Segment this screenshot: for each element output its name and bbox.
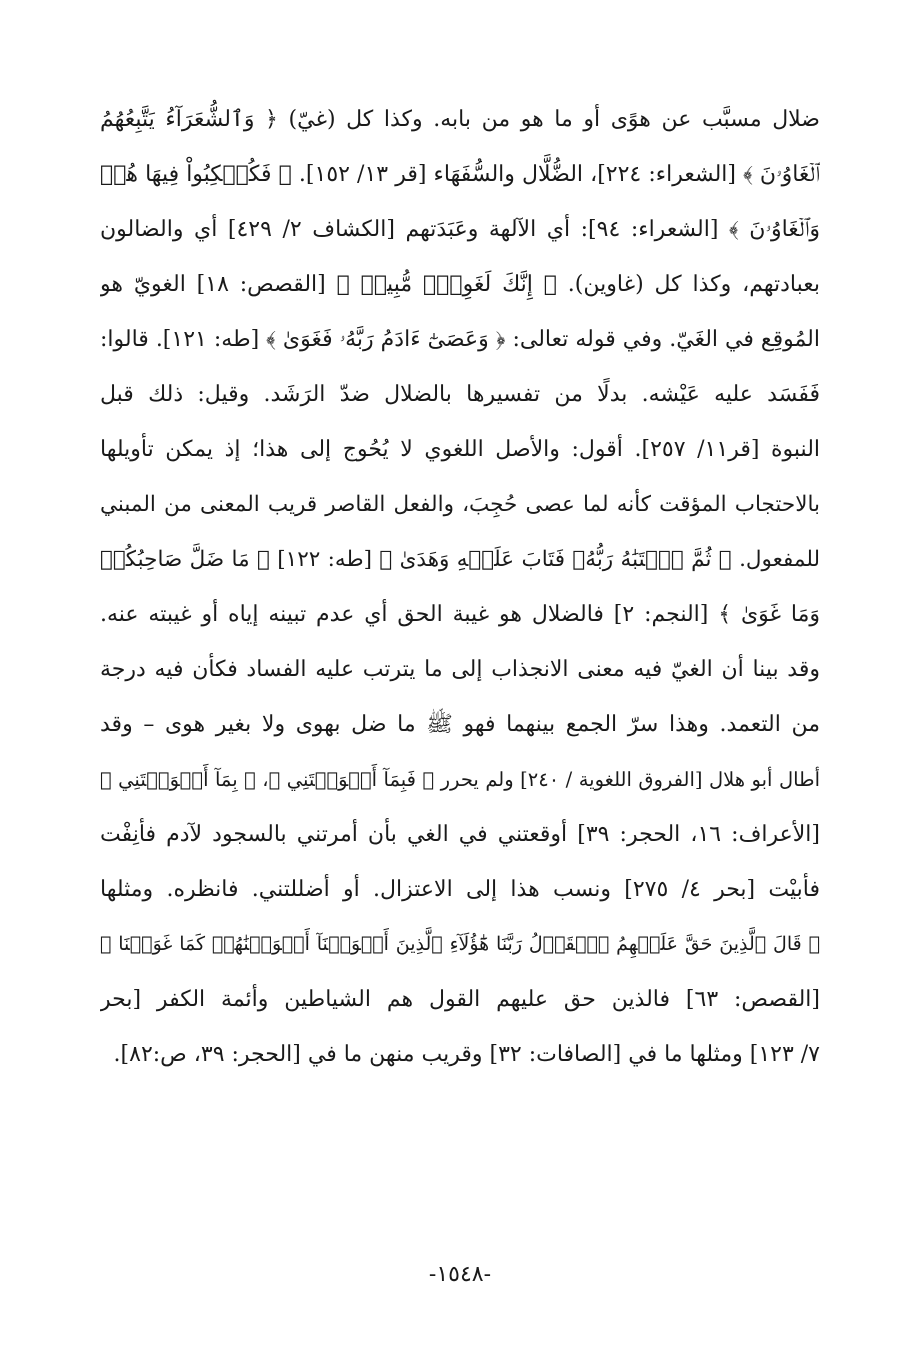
text-line-3: وَٱلۡغَاوُۥنَ ﴾ [الشعراء: ٩٤]: أي الآلهة وعَبَدَتهم [الكشاف ٢/ ٤٢٩] أي والضالون <box>100 217 820 242</box>
text-line-2: ٱلۡغَاوُۥنَ ﴾ [الشعراء: ٢٢٤]، الضُّلَّال والسُّفَهَاء [قر ١٣/ ١٥٢]. ﴿ فَكُبۡكِبُواْ فِيهَا هُمۡ <box>100 162 820 187</box>
body-text <box>100 92 820 1082</box>
page-number: -١٥٤٨- <box>428 1262 492 1287</box>
text-line-9: للمفعول. ﴿ ثُمَّ ٱجۡتَبَٰهُ رَبُّهُۥ فَتَابَ عَلَيۡهِ وَهَدَىٰ ﴾ [طه: ١٢٢] ﴿ مَا ضَلَّ صَاحِبُكُمۡ <box>100 547 820 572</box>
text-line-8: بالاحتجاب المؤقت كأنه لما عصى حُجِبَ، والفعل القاصر قريب المعنى من المبني <box>100 492 820 517</box>
text-line-12: من التعمد. وهذا سرّ الجمع بينهما فهو ﷺ ما ضل بهوى ولا بغير هوى – وقد <box>100 712 820 737</box>
text-line-18: ٧/ ١٢٣] ومثلها ما في [الصافات: ٣٢] وقريب منهن ما في [الحجر: ٣٩، ص:٨٢]. <box>113 1042 820 1067</box>
text-line-6: فَفَسَد عليه عَيْشه. بدلًا من تفسيرها بالضلال ضدّ الرَشَد. وقيل: ذلك قبل <box>100 382 820 407</box>
text-line-5: المُوقِع في الغَيّ. وفي قوله تعالى: ﴿ وَعَصَىٰٓ ءَادَمُ رَبَّهُۥ فَغَوَىٰ ﴾ [طه: ١٢١]. قالوا: <box>100 327 820 352</box>
text-line-4: بعبادتهم، وكذا كل (غاوين). ﴿ إِنَّكَ لَغَوِيّٞ مُّبِينٞ ﴾ [القصص: ١٨] الغويّ هو <box>100 272 820 297</box>
text-line-11: وقد بينا أن الغيّ فيه معنى الانجذاب إلى ما يترتب عليه الفساد فكأن فيه درجة <box>100 657 820 682</box>
text-line-16: ﴿ قَالَ ٱلَّذِينَ حَقَّ عَلَيۡهِمُ ٱلۡقَوۡلُ رَبَّنَا هَٰٓؤُلَآءِ ٱلَّذِينَ أَغۡوَيۡنَآ أَغۡوَيۡنَٰهُمۡ كَمَا غَوَيۡنَا ﴾ <box>100 933 820 955</box>
text-line-13: أطال أبو هلال [الفروق اللغوية / ٢٤٠] ولم يحرر ﴿ فَبِمَآ أَغۡوَيۡتَنِي ﴾، ﴿ بِمَآ أَغۡوَيۡتَنِي ﴾ <box>100 768 820 791</box>
text-line-17: [القصص: ٦٣] فالذين حق عليهم القول هم الشياطين وأئمة الكفر [بحر <box>100 987 820 1012</box>
text-line-7: النبوة [قر١١/ ٢٥٧]. أقول: والأصل اللغوي لا يُحُوج إلى هذا؛ إذ يمكن تأويلها <box>100 437 820 462</box>
text-line-15: فأبيْت [بحر ٤/ ٢٧٥] ونسب هذا إلى الاعتزال. أو أضللتني. فانظره. ومثلها <box>100 877 820 902</box>
text-line-10: وَمَا غَوَىٰ ﴾ [النجم: ٢] فالضلال هو غيبة الحق أي عدم تبينه إياه أو غيبته عنه. <box>100 602 820 627</box>
text-line-1: ضلال مسبَّب عن هوًى أو ما هو من بابه. وكذا كل (غيّ) ﴿ وَٱلشُّعَرَآءُ يَتَّبِعُهُمُ <box>100 107 820 132</box>
text-line-14: [الأعراف: ١٦، الحجر: ٣٩] أوقعتني في الغي بأن أمرتني بالسجود لآدم فأنِفْت <box>100 822 820 847</box>
